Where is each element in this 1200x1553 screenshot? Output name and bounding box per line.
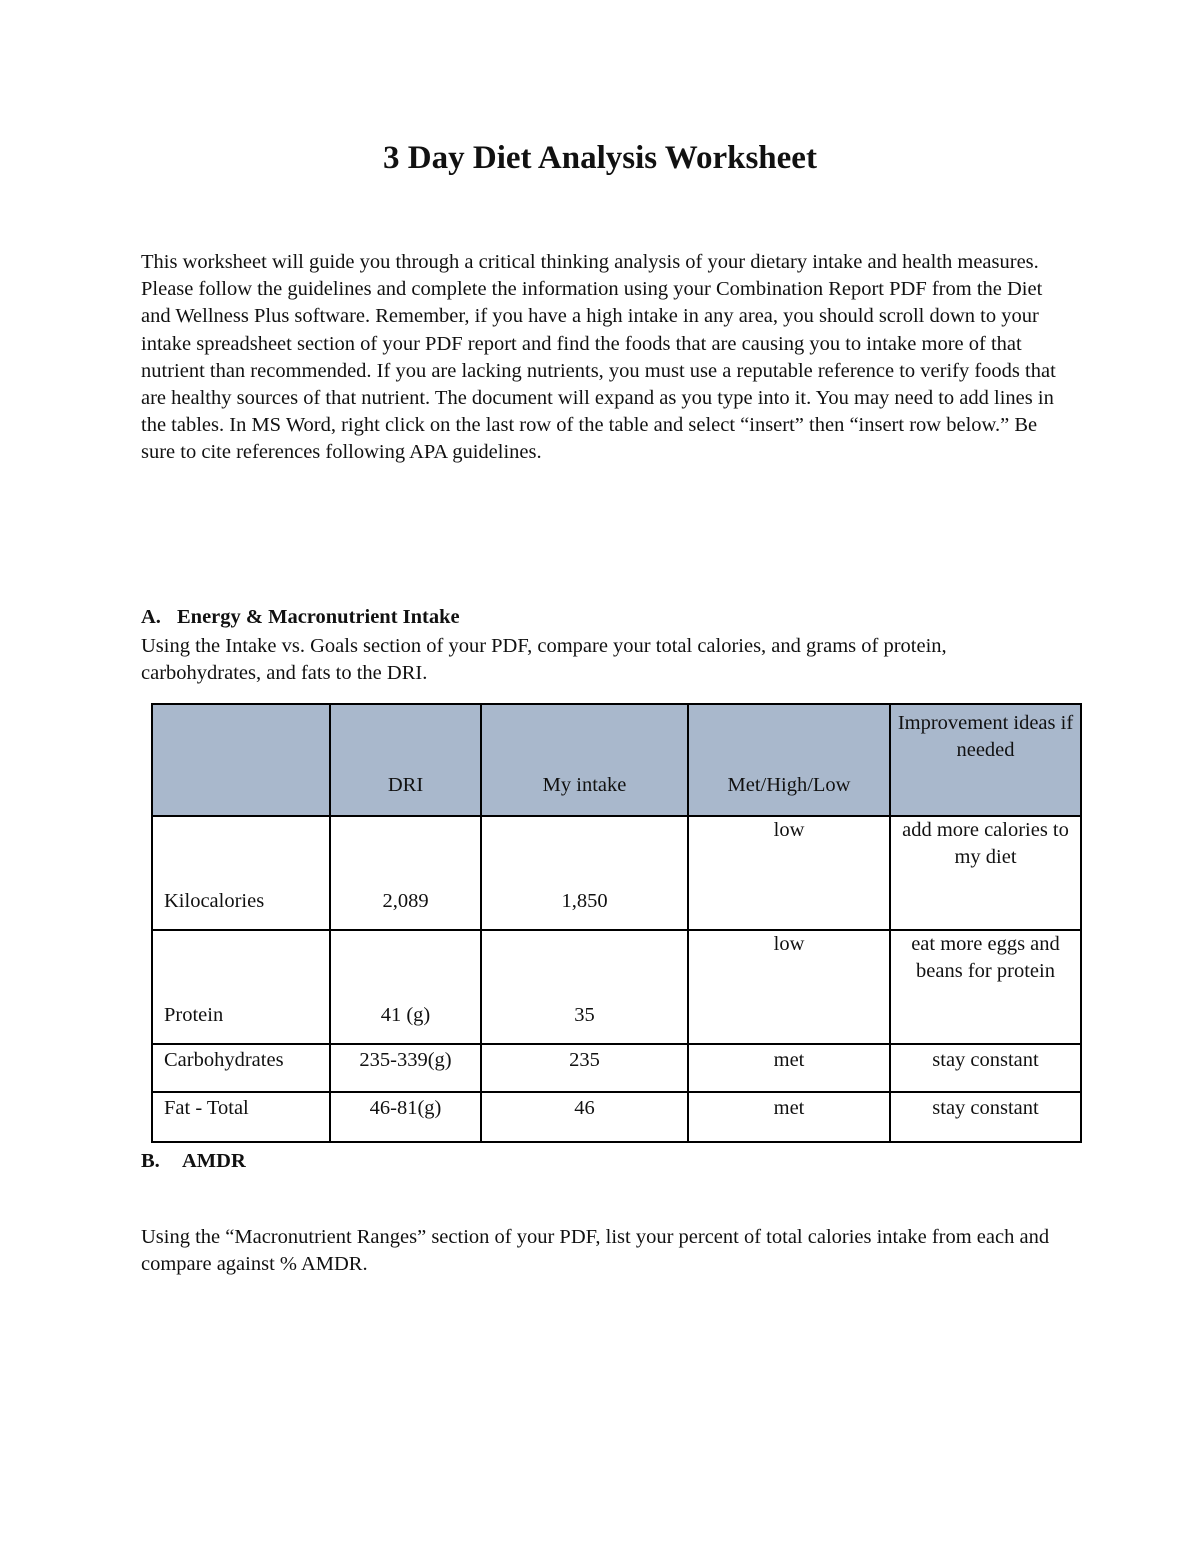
header-dri: DRI [330,704,481,816]
section-a-title: Energy & Macronutrient Intake [177,606,460,628]
dri-cell[interactable]: 235-339(g) [330,1044,481,1092]
table-row [152,930,1081,1044]
improvement-cell[interactable]: eat more eggs and beans for protein [890,930,1081,1044]
intro-paragraph: This worksheet will guide you through a critical thinking analysis of your dietary intake and health measures. Please follow the guidelines and complete the information using your Combination Report PDF from the Diet and Wellness Plus software. Remember, if you have a high intake in any area, you should scroll down to your intake spreadsheet section of your PDF report and find the foods that are causing you to intake more of that nutrient than recommended. If you are lacking nutrients, you must use a reputable reference to verify foods that are healthy sources of that nutrient. The document will expand as you type into it. You may need to add lines in the tables. In MS Word, right click on the last row of the table and select “insert” then “insert row below.” Be sure to cite references following APA guidelines. [141,251,1056,464]
section-b-heading [141,1150,246,1173]
section-a-instructions: Using the Intake vs. Goals section of your PDF, compare your total calories, and grams of protein, carbohydrates, and fats to the DRI. [141,635,947,685]
section-a-heading [141,606,460,629]
page-title: 3 Day Diet Analysis Worksheet [383,140,817,176]
intake-cell[interactable]: 46 [481,1092,688,1142]
header-nutrient [152,704,330,816]
improvement-cell[interactable]: stay constant [890,1044,1081,1092]
section-a-letter: A. [141,606,161,628]
intake-cell[interactable]: 35 [481,930,688,1044]
dri-cell[interactable]: 46-81(g) [330,1092,481,1142]
header-status: Met/High/Low [688,704,890,816]
status-cell[interactable]: low [688,930,890,1044]
header-improvement: Improvement ideas if needed [890,704,1081,816]
table-header-row [152,704,1081,816]
dri-cell[interactable]: 41 (g) [330,930,481,1044]
intake-cell[interactable]: 235 [481,1044,688,1092]
section-b-title: AMDR [182,1150,246,1172]
improvement-cell[interactable]: stay constant [890,1092,1081,1142]
section-b-letter: B. [141,1150,160,1172]
status-cell[interactable]: met [688,1092,890,1142]
improvement-cell[interactable]: add more calories to my diet [890,816,1081,930]
section-b-instructions: Using the “Macronutrient Ranges” section of your PDF, list your percent of total calories intake from each and compare against % AMDR. [141,1226,1050,1276]
table-row [152,1044,1081,1092]
header-my-intake: My intake [481,704,688,816]
status-cell[interactable]: low [688,816,890,930]
intake-cell[interactable]: 1,850 [481,816,688,930]
dri-cell[interactable]: 2,089 [330,816,481,930]
nutrient-cell[interactable]: Kilocalories [152,816,330,930]
nutrient-cell[interactable]: Protein [152,930,330,1044]
status-cell[interactable]: met [688,1044,890,1092]
table-row [152,816,1081,930]
macronutrient-table [151,703,1082,1143]
table-row [152,1092,1081,1142]
nutrient-cell[interactable]: Carbohydrates [152,1044,330,1092]
nutrient-cell[interactable]: Fat - Total [152,1092,330,1142]
